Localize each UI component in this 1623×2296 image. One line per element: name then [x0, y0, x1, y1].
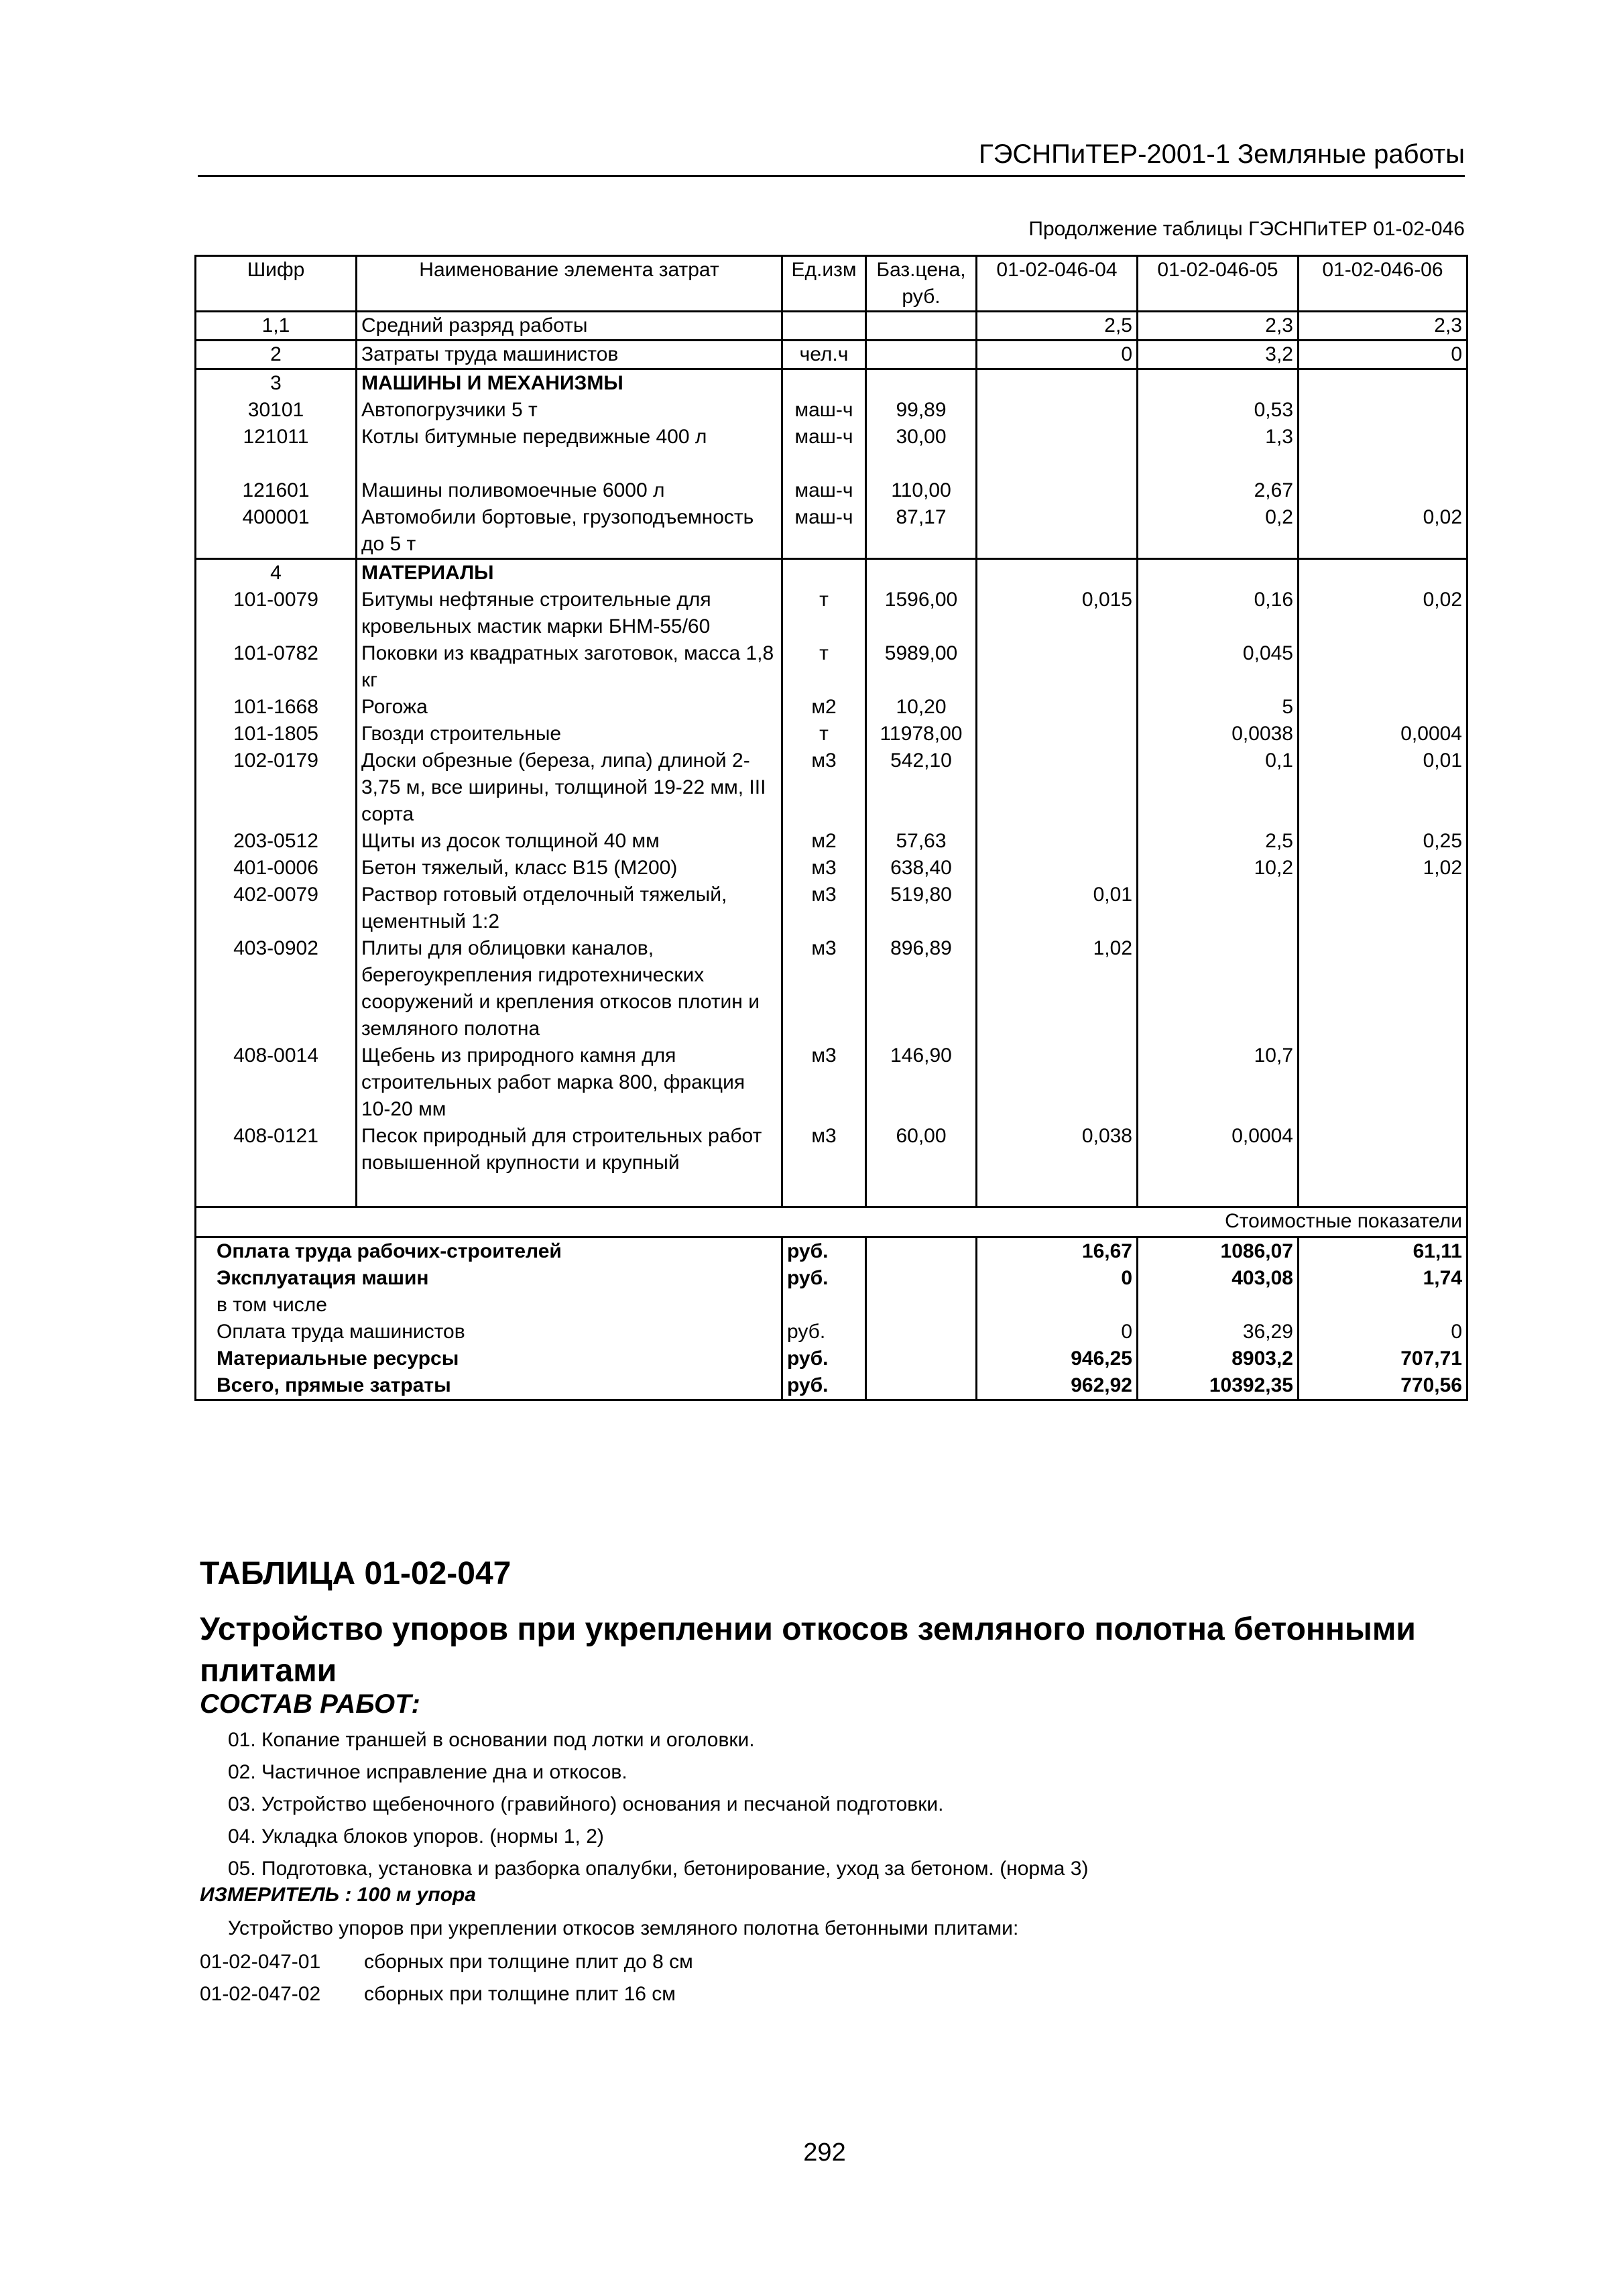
row-value-046-06: 0,25	[1299, 828, 1467, 855]
row-price: 519,80	[866, 882, 977, 935]
cost-value-046-06: 1,74	[1299, 1265, 1467, 1292]
row-value-046-05	[1138, 882, 1299, 935]
variant-row	[200, 1983, 676, 2006]
row-value-046-05: 2,3	[1138, 312, 1299, 341]
row-value-046-06: 0	[1299, 341, 1467, 369]
variant-code: 01-02-047-02	[200, 1983, 321, 2005]
cost-value-046-04: 962,92	[977, 1372, 1138, 1400]
row-price: 542,10	[866, 747, 977, 828]
row-value-046-06: 0,01	[1299, 747, 1467, 828]
row-value-046-06	[1299, 397, 1467, 424]
table-row	[196, 640, 1467, 694]
cost-name: Оплата труда машинистов	[196, 1319, 782, 1345]
row-price	[866, 369, 977, 398]
variant-text: сборных при толщине плит 16 см	[364, 1983, 676, 2005]
row-value-046-05	[1138, 935, 1299, 1042]
cost-name: Эксплуатация машин	[196, 1265, 782, 1292]
empty-cell	[782, 1176, 866, 1207]
row-name: Битумы нефтяные строительные для кровельных мастик марки БНМ-55/60	[357, 587, 782, 640]
row-price	[866, 341, 977, 369]
empty-cell	[866, 1319, 977, 1345]
row-code: 30101	[196, 397, 357, 424]
cost-name: в том числе	[196, 1292, 782, 1319]
cost-row	[196, 1319, 1467, 1345]
cost-unit: руб.	[782, 1265, 866, 1292]
works-label: СОСТАВ РАБОТ:	[200, 1689, 420, 1719]
measure-unit: ИЗМЕРИТЕЛЬ : 100 м упора	[200, 1884, 476, 1906]
row-code: 4	[196, 559, 357, 587]
row-unit: м3	[782, 1042, 866, 1123]
row-value-046-04	[977, 640, 1138, 694]
table-row	[196, 855, 1467, 882]
row-code: 2	[196, 341, 357, 369]
row-unit: м3	[782, 882, 866, 935]
work-item: 03. Устройство щебеночного (гравийного) основания и песчаной подготовки.	[228, 1793, 944, 1815]
row-code: 403-0902	[196, 935, 357, 1042]
cost-value-046-04	[977, 1292, 1138, 1319]
page-number: 292	[803, 2138, 846, 2167]
cost-value-046-06	[1299, 1292, 1467, 1319]
table-continuation-label: Продолжение таблицы ГЭСНПиТЕР 01-02-046	[1028, 218, 1465, 240]
row-code: 121011	[196, 424, 357, 477]
row-name: Раствор готовый отделочный тяжелый, цементный 1:2	[357, 882, 782, 935]
cost-label: Стоимостные показатели	[196, 1207, 1467, 1237]
row-price: 146,90	[866, 1042, 977, 1123]
row-name: Песок природный для строительных работ повышенной крупности и крупный	[357, 1123, 782, 1176]
row-price: 110,00	[866, 477, 977, 504]
row-code: 1,1	[196, 312, 357, 341]
cost-name: Материальные ресурсы	[196, 1345, 782, 1372]
variant-code: 01-02-047-01	[200, 1951, 321, 1973]
row-unit: м3	[782, 747, 866, 828]
row-value-046-05: 2,67	[1138, 477, 1299, 504]
row-unit: маш-ч	[782, 424, 866, 477]
cost-value-046-05: 10392,35	[1138, 1372, 1299, 1400]
row-unit: м2	[782, 694, 866, 721]
row-unit: т	[782, 721, 866, 747]
variant-row	[200, 1951, 693, 1974]
row-code: 3	[196, 369, 357, 398]
table-row	[196, 882, 1467, 935]
row-name: МАТЕРИАЛЫ	[357, 559, 782, 587]
row-value-046-05: 0,16	[1138, 587, 1299, 640]
row-value-046-04: 2,5	[977, 312, 1138, 341]
works-list	[228, 1724, 1088, 1885]
row-value-046-05	[1138, 559, 1299, 587]
cost-value-046-04: 16,67	[977, 1237, 1138, 1266]
cost-value-046-05: 1086,07	[1138, 1237, 1299, 1266]
row-code: 402-0079	[196, 882, 357, 935]
row-value-046-04	[977, 855, 1138, 882]
row-value-046-06	[1299, 694, 1467, 721]
table-row	[196, 587, 1467, 640]
row-name: Автомобили бортовые, грузоподъемность до 5 т	[357, 504, 782, 559]
row-unit: т	[782, 640, 866, 694]
cost-unit: руб.	[782, 1372, 866, 1400]
column-header: 01-02-046-05	[1138, 256, 1299, 312]
row-value-046-06	[1299, 640, 1467, 694]
row-value-046-04: 0,01	[977, 882, 1138, 935]
row-unit	[782, 369, 866, 398]
row-unit: маш-ч	[782, 477, 866, 504]
cost-value-046-06: 0	[1299, 1319, 1467, 1345]
row-value-046-05: 10,7	[1138, 1042, 1299, 1123]
column-header: 01-02-046-04	[977, 256, 1138, 312]
cost-row	[196, 1345, 1467, 1372]
row-value-046-05: 3,2	[1138, 341, 1299, 369]
row-value-046-05: 0,0004	[1138, 1123, 1299, 1176]
column-header: Наименование элемента затрат	[357, 256, 782, 312]
row-value-046-05: 5	[1138, 694, 1299, 721]
row-value-046-04	[977, 747, 1138, 828]
section-row	[196, 559, 1467, 587]
row-unit	[782, 312, 866, 341]
cost-unit	[782, 1292, 866, 1319]
row-name: Бетон тяжелый, класс В15 (М200)	[357, 855, 782, 882]
row-name: Щебень из природного камня для строительных работ марка 800, фракция 10-20 мм	[357, 1042, 782, 1123]
row-price: 87,17	[866, 504, 977, 559]
row-value-046-04	[977, 721, 1138, 747]
row-unit: т	[782, 587, 866, 640]
row-price: 60,00	[866, 1123, 977, 1176]
table-row	[196, 397, 1467, 424]
table-row	[196, 935, 1467, 1042]
row-value-046-04	[977, 828, 1138, 855]
cost-unit: руб.	[782, 1237, 866, 1266]
row-code: 203-0512	[196, 828, 357, 855]
column-header: Баз.цена, руб.	[866, 256, 977, 312]
header-title: ГЭСНПиТЕР-2001-1 Земляные работы	[979, 139, 1465, 169]
row-value-046-05: 10,2	[1138, 855, 1299, 882]
cost-value-046-06: 707,71	[1299, 1345, 1467, 1372]
empty-cell	[1299, 1176, 1467, 1207]
cost-row	[196, 1265, 1467, 1292]
row-value-046-04	[977, 559, 1138, 587]
row-value-046-06: 0,02	[1299, 504, 1467, 559]
row-price: 5989,00	[866, 640, 977, 694]
row-value-046-05: 0,53	[1138, 397, 1299, 424]
column-header: 01-02-046-06	[1299, 256, 1467, 312]
row-value-046-04	[977, 1042, 1138, 1123]
row-value-046-06: 2,3	[1299, 312, 1467, 341]
table-subtitle: Устройство упоров при укреплении откосов земляного полотна бетонными плитами	[200, 1612, 1416, 1689]
row-value-046-05: 0,045	[1138, 640, 1299, 694]
table-row	[196, 424, 1467, 477]
table-row	[196, 341, 1467, 369]
row-value-046-06: 0,02	[1299, 587, 1467, 640]
cost-value-046-05	[1138, 1292, 1299, 1319]
column-header: Ед.изм	[782, 256, 866, 312]
empty-cell	[866, 1237, 977, 1266]
column-header: Шифр	[196, 256, 357, 312]
row-name: Доски обрезные (береза, липа) длиной 2-3,75 м, все ширины, толщиной 19-22 мм, III сорта	[357, 747, 782, 828]
cost-row	[196, 1237, 1467, 1266]
row-unit: маш-ч	[782, 504, 866, 559]
row-code: 121601	[196, 477, 357, 504]
row-name: Плиты для облицовки каналов, берегоукрепления гидротехнических сооружений и крепления откосов плотин и земляного полотна	[357, 935, 782, 1042]
row-value-046-06	[1299, 882, 1467, 935]
row-value-046-06: 1,02	[1299, 855, 1467, 882]
table-row	[196, 1042, 1467, 1123]
row-value-046-05: 0,1	[1138, 747, 1299, 828]
resource-table	[194, 255, 1468, 1401]
row-price: 11978,00	[866, 721, 977, 747]
empty-cell	[866, 1176, 977, 1207]
row-price: 30,00	[866, 424, 977, 477]
row-name: Затраты труда машинистов	[357, 341, 782, 369]
table-number-title: ТАБЛИЦА 01-02-047	[200, 1556, 512, 1591]
row-value-046-05: 0,0038	[1138, 721, 1299, 747]
row-code: 101-0782	[196, 640, 357, 694]
empty-cell	[196, 1176, 357, 1207]
row-code: 101-1805	[196, 721, 357, 747]
cost-value-046-06: 61,11	[1299, 1237, 1467, 1266]
row-value-046-06	[1299, 369, 1467, 398]
row-name: Котлы битумные передвижные 400 л	[357, 424, 782, 477]
row-unit: м3	[782, 935, 866, 1042]
cost-value-046-05: 36,29	[1138, 1319, 1299, 1345]
empty-cell	[866, 1345, 977, 1372]
row-value-046-06	[1299, 424, 1467, 477]
row-value-046-04: 0,015	[977, 587, 1138, 640]
work-item: 01. Копание траншей в основании под лотки и оголовки.	[228, 1729, 755, 1751]
row-value-046-04	[977, 369, 1138, 398]
row-name: МАШИНЫ И МЕХАНИЗМЫ	[357, 369, 782, 398]
row-value-046-06	[1299, 935, 1467, 1042]
cost-value-046-05: 8903,2	[1138, 1345, 1299, 1372]
row-value-046-06	[1299, 559, 1467, 587]
row-price: 57,63	[866, 828, 977, 855]
page-header	[198, 131, 1465, 177]
table-row	[196, 721, 1467, 747]
row-code: 401-0006	[196, 855, 357, 882]
work-item: 05. Подготовка, установка и разборка опалубки, бетонирование, уход за бетоном. (норма 3)	[228, 1858, 1089, 1880]
row-price: 896,89	[866, 935, 977, 1042]
section-row	[196, 369, 1467, 398]
row-price: 638,40	[866, 855, 977, 882]
variants-intro: Устройство упоров при укреплении откосов земляного полотна бетонными плитами:	[228, 1917, 1019, 1939]
row-name: Гвозди строительные	[357, 721, 782, 747]
row-name: Машины поливомоечные 6000 л	[357, 477, 782, 504]
row-unit: маш-ч	[782, 397, 866, 424]
table-row	[196, 312, 1467, 341]
row-value-046-06	[1299, 1123, 1467, 1176]
row-price	[866, 312, 977, 341]
row-name: Средний разряд работы	[357, 312, 782, 341]
row-price: 1596,00	[866, 587, 977, 640]
row-name: Щиты из досок толщиной 40 мм	[357, 828, 782, 855]
cost-row	[196, 1372, 1467, 1400]
cost-value-046-05: 403,08	[1138, 1265, 1299, 1292]
empty-cell	[866, 1372, 977, 1400]
table-row	[196, 477, 1467, 504]
cost-name: Всего, прямые затраты	[196, 1372, 782, 1400]
row-value-046-06: 0,0004	[1299, 721, 1467, 747]
row-name: Автопогрузчики 5 т	[357, 397, 782, 424]
empty-cell	[866, 1265, 977, 1292]
table-row	[196, 1123, 1467, 1176]
row-unit: м3	[782, 855, 866, 882]
table-header-row	[196, 256, 1467, 312]
row-value-046-06	[1299, 477, 1467, 504]
empty-cell	[977, 1176, 1138, 1207]
table-row	[196, 694, 1467, 721]
work-item: 04. Укладка блоков упоров. (нормы 1, 2)	[228, 1825, 604, 1848]
cost-row	[196, 1292, 1467, 1319]
table-gap-row	[196, 1176, 1467, 1207]
table-row	[196, 747, 1467, 828]
row-code: 400001	[196, 504, 357, 559]
cost-name: Оплата труда рабочих-строителей	[196, 1237, 782, 1266]
empty-cell	[866, 1292, 977, 1319]
cost-unit: руб.	[782, 1345, 866, 1372]
row-unit: м2	[782, 828, 866, 855]
row-value-046-04	[977, 397, 1138, 424]
row-price: 10,20	[866, 694, 977, 721]
row-value-046-05: 2,5	[1138, 828, 1299, 855]
row-unit: м3	[782, 1123, 866, 1176]
row-code: 408-0014	[196, 1042, 357, 1123]
row-name: Рогожа	[357, 694, 782, 721]
row-value-046-04: 0	[977, 341, 1138, 369]
row-value-046-04	[977, 504, 1138, 559]
cost-label-row	[196, 1207, 1467, 1237]
row-value-046-06	[1299, 1042, 1467, 1123]
cost-value-046-04: 0	[977, 1319, 1138, 1345]
cost-value-046-04: 946,25	[977, 1345, 1138, 1372]
empty-cell	[1138, 1176, 1299, 1207]
row-price	[866, 559, 977, 587]
row-code: 102-0179	[196, 747, 357, 828]
row-code: 101-0079	[196, 587, 357, 640]
table-row	[196, 504, 1467, 559]
row-code: 408-0121	[196, 1123, 357, 1176]
row-value-046-04	[977, 694, 1138, 721]
cost-value-046-04: 0	[977, 1265, 1138, 1292]
cost-unit: руб.	[782, 1319, 866, 1345]
row-value-046-04	[977, 424, 1138, 477]
empty-cell	[357, 1176, 782, 1207]
row-value-046-05: 0,2	[1138, 504, 1299, 559]
row-value-046-05: 1,3	[1138, 424, 1299, 477]
variant-text: сборных при толщине плит до 8 см	[364, 1951, 693, 1973]
row-code: 101-1668	[196, 694, 357, 721]
row-name: Поковки из квадратных заготовок, масса 1,8 кг	[357, 640, 782, 694]
row-value-046-05	[1138, 369, 1299, 398]
row-value-046-04	[977, 477, 1138, 504]
row-price: 99,89	[866, 397, 977, 424]
row-value-046-04: 1,02	[977, 935, 1138, 1042]
row-unit	[782, 559, 866, 587]
row-value-046-04: 0,038	[977, 1123, 1138, 1176]
table-row	[196, 828, 1467, 855]
row-unit: чел.ч	[782, 341, 866, 369]
cost-value-046-06: 770,56	[1299, 1372, 1467, 1400]
work-item: 02. Частичное исправление дна и откосов.	[228, 1761, 627, 1783]
